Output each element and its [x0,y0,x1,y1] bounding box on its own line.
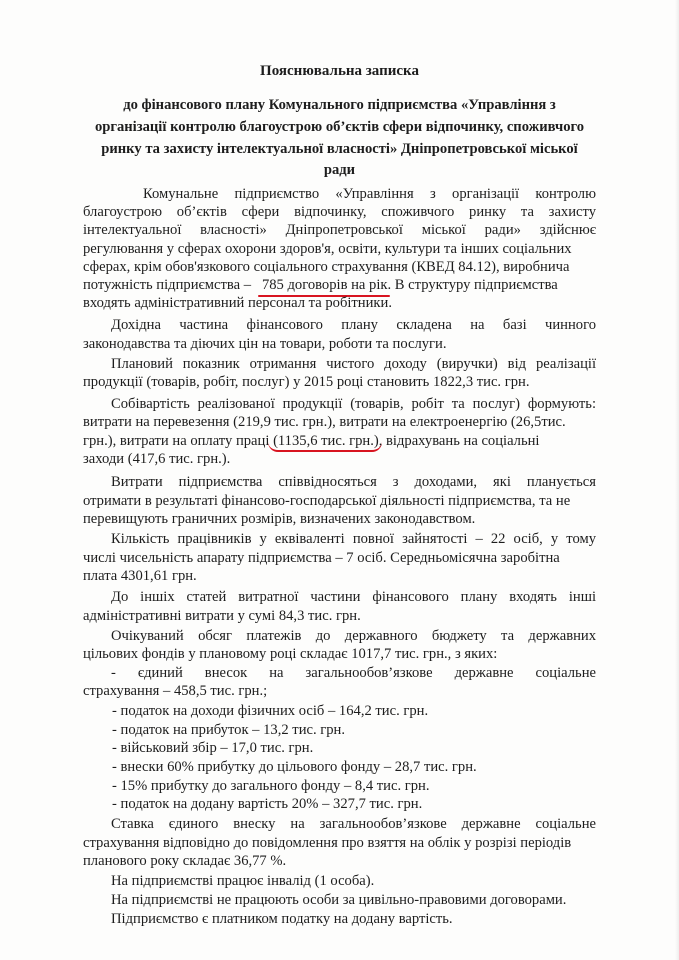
p4-line-3 [83,434,540,449]
scan-edge-shadow [675,0,679,960]
p6-line-2: числі чисельність апарату підприємства – 7 осіб. Середньомісячна заробітна [83,550,560,566]
p6-line-3: плата 4301,61 грн. [83,568,197,584]
p9-line-1: Ставка єдиного внеску на загальнообов’язкове державне соціальне [111,816,596,832]
p1-line-6-end: . В структуру підприємства [387,277,558,293]
p8-line-3: - єдиний внесок на загальнообов’язкове державне соціальне [111,665,596,681]
list-item: - податок на додану вартість 20% – 327,7 тис. грн. [112,796,423,812]
subtitle-line-2: організації контролю благоустрою об’єктів сфери відпочинку, споживчого [94,119,585,135]
p2-line-2: законодавства та діючих цін на товари, роботи та послуги. [83,336,447,352]
p9-line-2: страхування відповідно до повідомлення про взяття на облік у розрізі періодів [83,835,572,851]
p4-line-3-start: грн.), витрати на оплату праці [83,433,270,449]
p8-line-4: страхування – 458,5 тис. грн.; [83,683,268,699]
p1-line-2: благоустрою об’єктів сфери відпочинку, споживчого ринку та захисту [83,204,596,220]
p2-line-1: Дохідна частина фінансового плану складена на базі чинного [111,317,596,333]
list-item: - податок на доходи фізичних осіб – 164,2 тис. грн. [112,703,429,719]
p5-line-2: отримати в результаті фінансово-господарської діяльності підприємства, та не [83,493,571,509]
p4-line-4: заходи (417,6 тис. грн.). [83,451,231,467]
paragraph-vat-payer: Підприємство є платником податку на додану вартість. [111,911,453,927]
highlighted-contracts-count [262,278,388,293]
document-title: Пояснювальна записка [260,63,419,79]
p4-line-1: Собівартість реалізованої продукції (товарів, робіт та послуг) формують: [111,396,596,412]
paragraph-disabled-worker: На підприємстві працює інвалід (1 особа). [111,873,375,889]
p4-line-3-end: , відрахувань на соціальні [378,433,540,449]
paragraph-civil-contracts: На підприємстві не працюють особи за цивільно-правовими договорами. [111,892,567,908]
p3-line-1: Плановий показник отримання чистого доходу (виручки) від реалізації [111,356,596,372]
p9-line-3: планового року складає 36,77 %. [83,853,287,869]
list-item: - податок на прибуток – 13,2 тис. грн. [112,722,346,738]
p1-line-3: інтелектуальної власності» Дніпропетровської міської ради» здійснює [83,222,596,238]
p7-line-1: До іншіх статей витратної частини фінансового плану входять інші [111,589,596,605]
list-item: - внески 60% прибутку до цільового фонду – 28,7 тис. грн. [112,759,477,775]
p1-line-1: Комунальне підприємство «Управління з організації контролю [143,186,596,202]
subtitle-line-4: ради [323,162,356,178]
highlighted-salary-text: (1135,6 тис. грн.) [273,433,379,449]
p7-line-2: адміністративні витрати у сумі 84,3 тис. грн. [83,608,361,624]
highlighted-salary-cost [273,434,379,449]
red-oval-mark [268,432,382,452]
subtitle-line-3: ринку та захисту інтелектуальної власності» Дніпропетровської міської [101,141,578,157]
list-item: - 15% прибутку до загального фонду – 8,4 тис. грн. [112,778,430,794]
p5-line-3: перевищують граничних розмірів, визначених законодавством. [83,511,476,527]
p3-line-2: продукції (товарів, робіт, послуг) у 2015 році становить 1822,3 тис. грн. [83,374,530,390]
p6-line-1: Кількість працівників у еквіваленті повної зайнятості – 22 осіб, у тому [111,531,596,547]
p1-line-6-start: потужність підприємства – [83,277,251,293]
p1-line-6 [83,278,558,293]
subtitle-line-1: до фінансового плану Комунального підприємства «Управління з [123,97,556,113]
p8-line-2: цільових фондів у плановому році складає 1017,7 тис. грн., з яких: [83,646,498,662]
list-item: - військовий збір – 17,0 тис. грн. [112,740,314,756]
p1-line-7: входять адміністративний персонал та робітники. [83,295,392,311]
p8-line-1: Очікуваний обсяг платежів до державного бюджету та державних [111,628,596,644]
p4-line-2: витрати на перевезення (219,9 тис. грн.), витрати на електроенергію (26,5тис. [83,414,566,430]
p5-line-1: Витрати підприємства співвідносяться з доходами, які планується [111,474,596,490]
highlighted-contracts-text: 785 договорів на рік [261,277,388,293]
p1-line-4: регулювання у сферах охорони здоров'я, освіти, культури та інших соціальних [83,241,572,257]
p1-line-5: сферах, крім обов'язкового соціального страхування (КВЕД 84.12), виробнича [83,259,570,275]
